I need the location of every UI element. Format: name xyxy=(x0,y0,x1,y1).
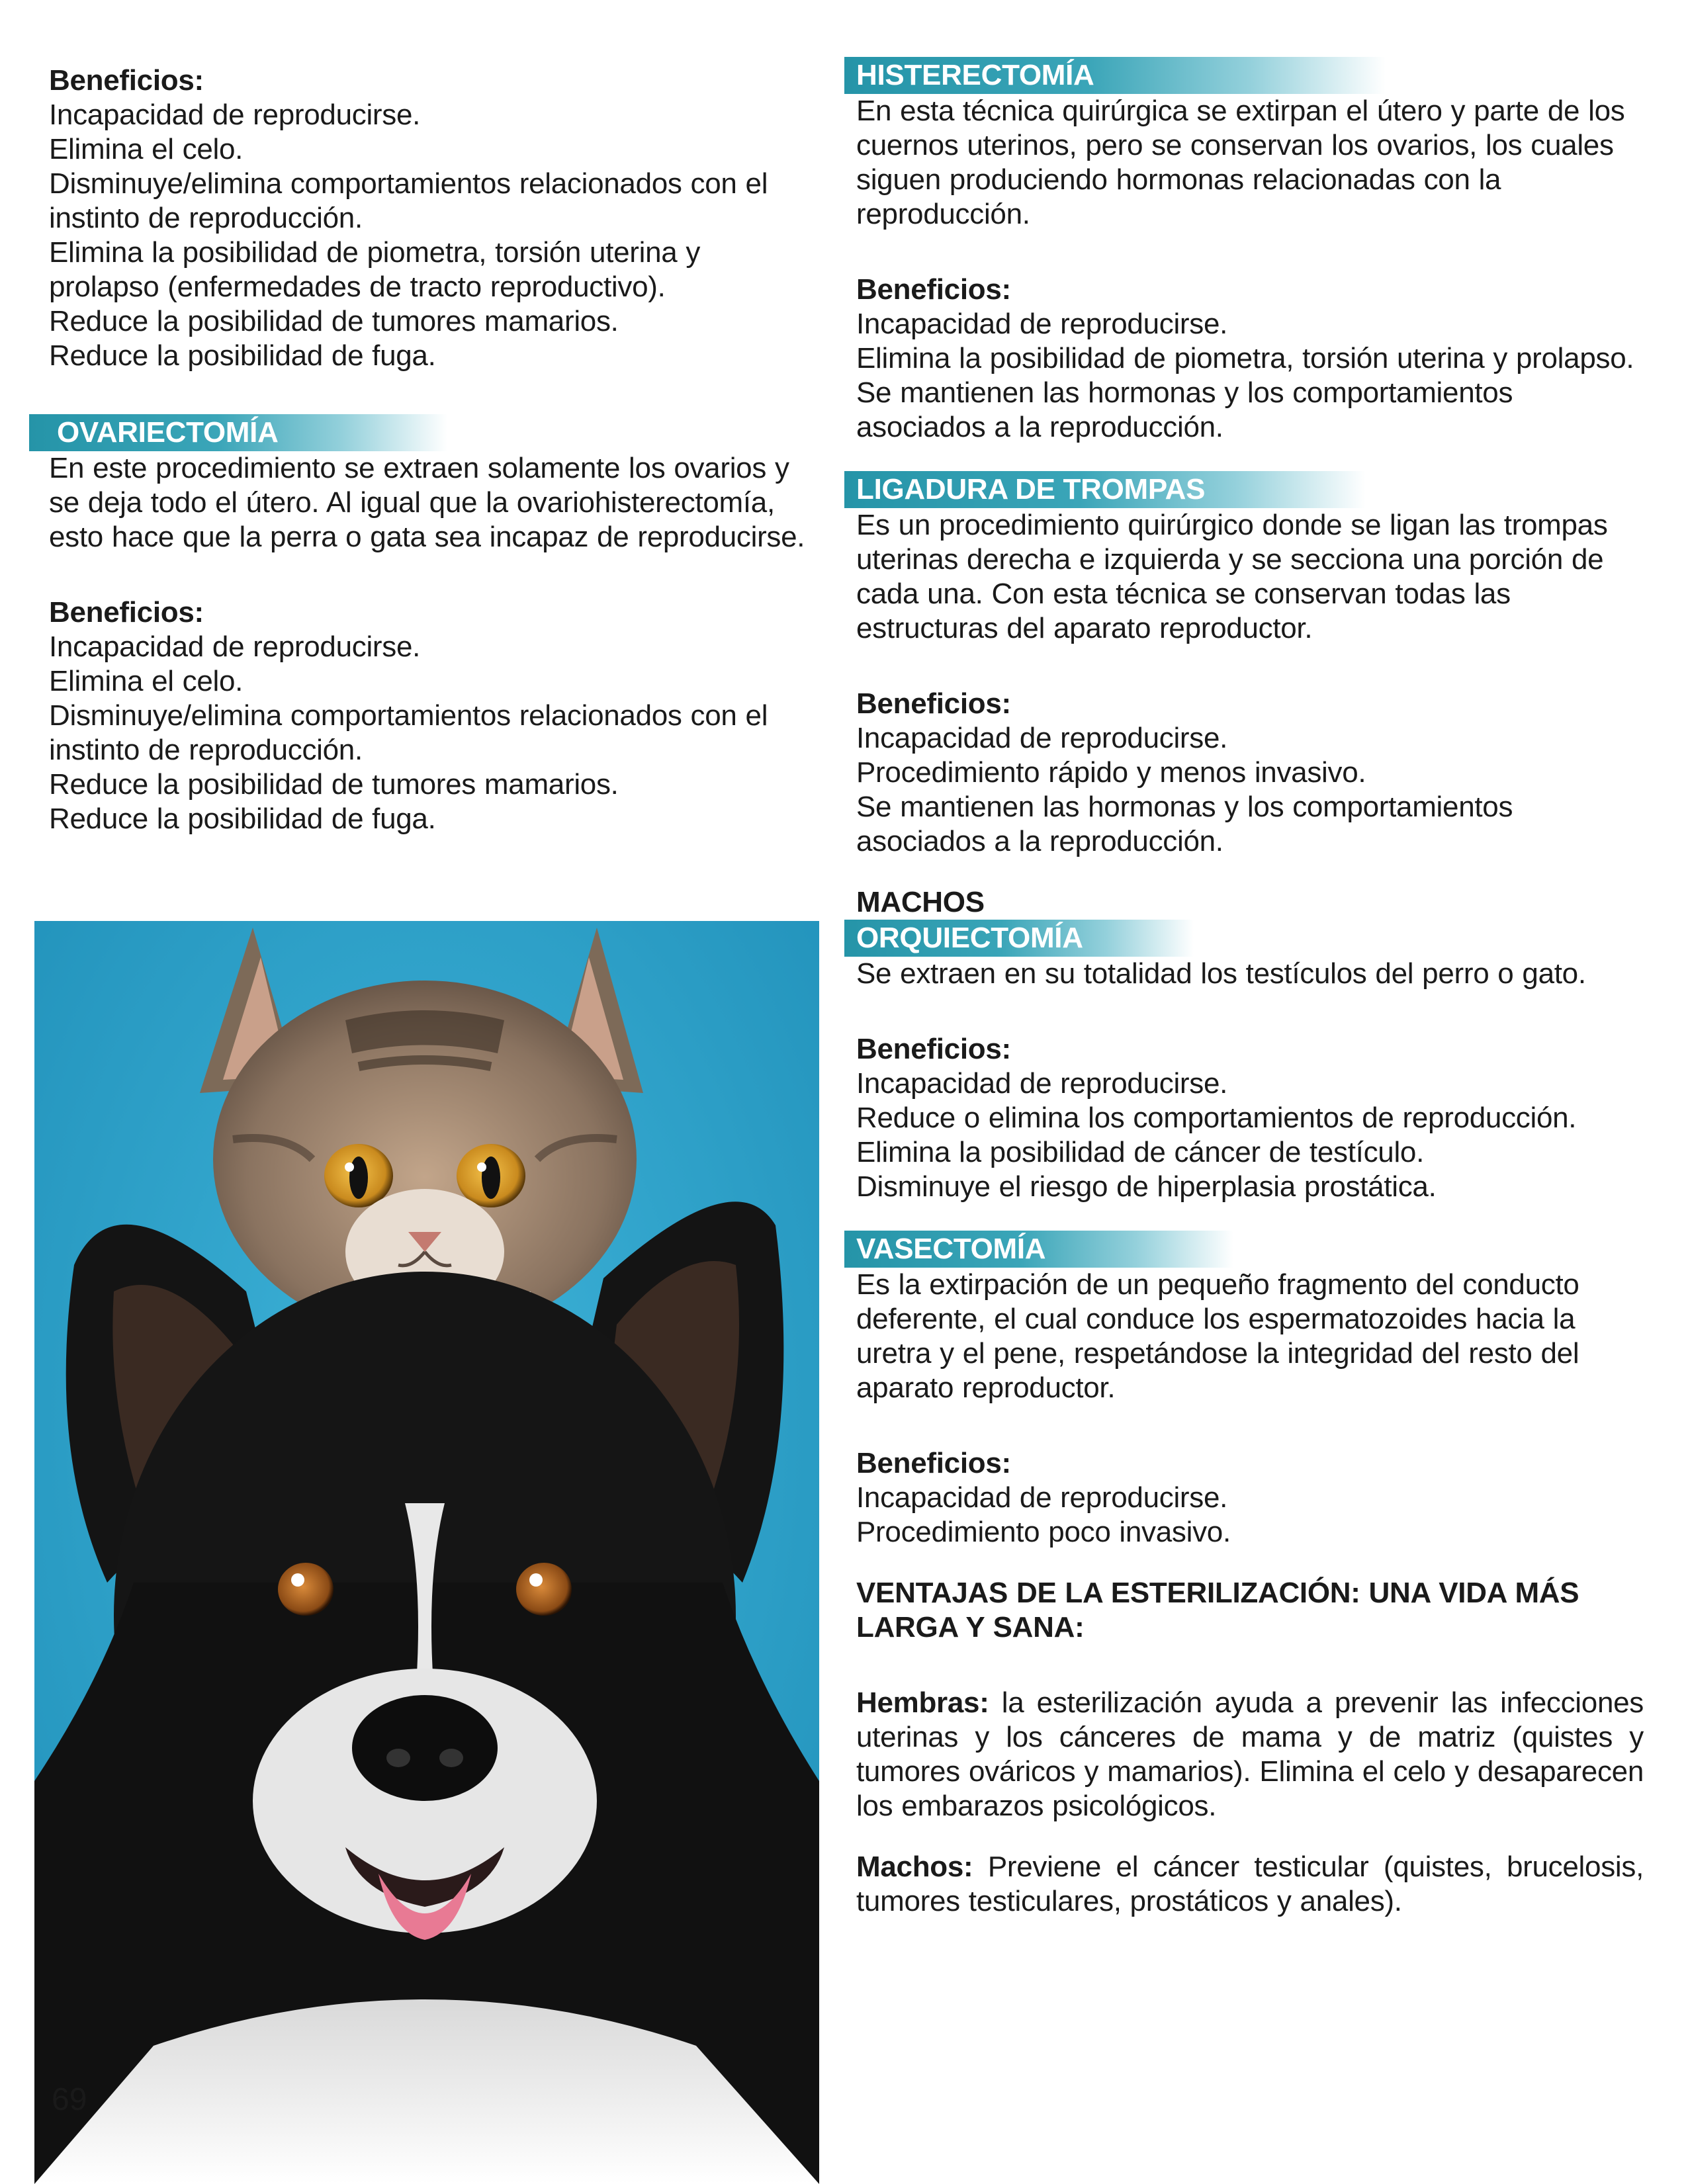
section-banner-histerectomia: HISTERECTOMÍA xyxy=(844,57,1386,94)
section-text: Se extraen en su totalidad los testículos del perro o gato. xyxy=(856,957,1586,990)
benefit-item: Se mantienen las hormonas y los comportamientos asociados a la reproducción. xyxy=(856,791,1513,857)
benefit-item: Disminuye el riesgo de hiperplasia prostática. xyxy=(856,1170,1437,1203)
benefit-item: Elimina la posibilidad de piometra, torsión uterina y prolapso (enfermedades de tracto reproductivo). xyxy=(49,236,701,303)
benefit-item: Reduce la posibilidad de fuga. xyxy=(49,339,436,372)
cat-and-dog-photo xyxy=(34,921,819,2184)
benefit-item: Reduce la posibilidad de tumores mamarios. xyxy=(49,768,619,801)
benefit-item: Incapacidad de reproducirse. xyxy=(856,722,1228,754)
section-text: Es un procedimiento quirúrgico donde se ligan las trompas uterinas derecha e izquierda y se secciona una porción de cada una. Con esta técnica se conservan todas las estructuras del aparato reproductor. xyxy=(856,509,1608,644)
machos-heading: MACHOS xyxy=(856,886,985,918)
benefits-heading: Beneficios: xyxy=(856,687,1011,720)
benefits-heading: Beneficios: xyxy=(49,64,204,97)
benefits-list xyxy=(856,1481,1644,1550)
benefit-item: Procedimiento rápido y menos invasivo. xyxy=(856,756,1366,789)
section-banner-ovariectomia: OVARIECTOMÍA xyxy=(29,414,447,451)
benefit-item: Disminuye/elimina comportamientos relacionados con el instinto de reproducción. xyxy=(49,699,768,766)
benefits-heading: Beneficios: xyxy=(856,1447,1011,1479)
benefit-item: Incapacidad de reproducirse. xyxy=(856,308,1228,340)
right-column xyxy=(856,57,1644,1919)
benefit-item: Elimina la posibilidad de piometra, torsión uterina y prolapso. xyxy=(856,342,1634,374)
hembras-text: la esterilización ayuda a prevenir las infecciones uterinas y los cánceres de mama y de matriz (quistes y tumores ováricos y mamarios). Elimina el celo y desaparecen los embarazos psicológicos. xyxy=(856,1686,1644,1822)
section-text: Es la extirpación de un pequeño fragmento del conducto deferente, el cual conduce los espermatozoides hacia la uretra y el pene, respetándose la integridad del resto del aparato reproductor. xyxy=(856,1268,1579,1404)
section-text: En este procedimiento se extraen solamente los ovarios y se deja todo el útero. Al igual que la ovariohisterectomía, esto hace que la perra o gata sea incapaz de reproducirse. xyxy=(49,452,805,553)
machos-label: Machos: xyxy=(856,1851,973,1883)
benefit-item: Reduce o elimina los comportamientos de reproducción. xyxy=(856,1102,1577,1134)
section-banner-vasectomia: VASECTOMÍA xyxy=(844,1231,1233,1268)
benefits-heading: Beneficios: xyxy=(856,273,1011,306)
machos-paragraph xyxy=(856,1850,1644,1919)
hembras-label: Hembras: xyxy=(856,1686,989,1719)
benefits-list xyxy=(49,630,813,836)
benefit-item: Elimina la posibilidad de cáncer de testículo. xyxy=(856,1136,1425,1168)
benefit-item: Incapacidad de reproducirse. xyxy=(49,631,421,663)
benefit-item: Reduce la posibilidad de tumores mamarios. xyxy=(49,305,619,337)
benefit-item: Procedimiento poco invasivo. xyxy=(856,1516,1231,1548)
benefit-item: Se mantienen las hormonas y los comportamientos asociados a la reproducción. xyxy=(856,376,1513,443)
benefit-item: Incapacidad de reproducirse. xyxy=(49,99,421,131)
left-column xyxy=(49,64,813,836)
section-banner-ligadura: LIGADURA DE TROMPAS xyxy=(844,471,1366,508)
section-banner-orquiectomia: ORQUIECTOMÍA xyxy=(844,920,1194,957)
benefit-item: Elimina el celo. xyxy=(49,665,244,697)
benefits-heading: Beneficios: xyxy=(856,1033,1011,1065)
benefit-item: Incapacidad de reproducirse. xyxy=(856,1067,1228,1100)
page-number: 69 xyxy=(52,2082,87,2117)
benefits-list xyxy=(856,721,1644,859)
hembras-paragraph xyxy=(856,1686,1644,1823)
benefit-item: Incapacidad de reproducirse. xyxy=(856,1481,1228,1514)
ventajas-heading: VENTAJAS DE LA ESTERILIZACIÓN: UNA VIDA MÁS LARGA Y SANA: xyxy=(856,1577,1579,1643)
dog xyxy=(34,1201,819,2184)
benefits-list xyxy=(856,307,1644,445)
benefits-list xyxy=(49,98,813,373)
benefits-heading: Beneficios: xyxy=(49,596,204,629)
benefit-item: Disminuye/elimina comportamientos relacionados con el instinto de reproducción. xyxy=(49,167,768,234)
machos-text: Previene el cáncer testicular (quistes, brucelosis, tumores testiculares, prostáticos y anales). xyxy=(856,1851,1644,1917)
benefit-item: Elimina el celo. xyxy=(49,133,244,165)
section-text: En esta técnica quirúrgica se extirpan el útero y parte de los cuernos uterinos, pero se conservan los ovarios, los cuales siguen produciendo hormonas relacionadas con la reproducción. xyxy=(856,95,1625,230)
benefit-item: Reduce la posibilidad de fuga. xyxy=(49,803,436,835)
benefits-list xyxy=(856,1067,1644,1204)
